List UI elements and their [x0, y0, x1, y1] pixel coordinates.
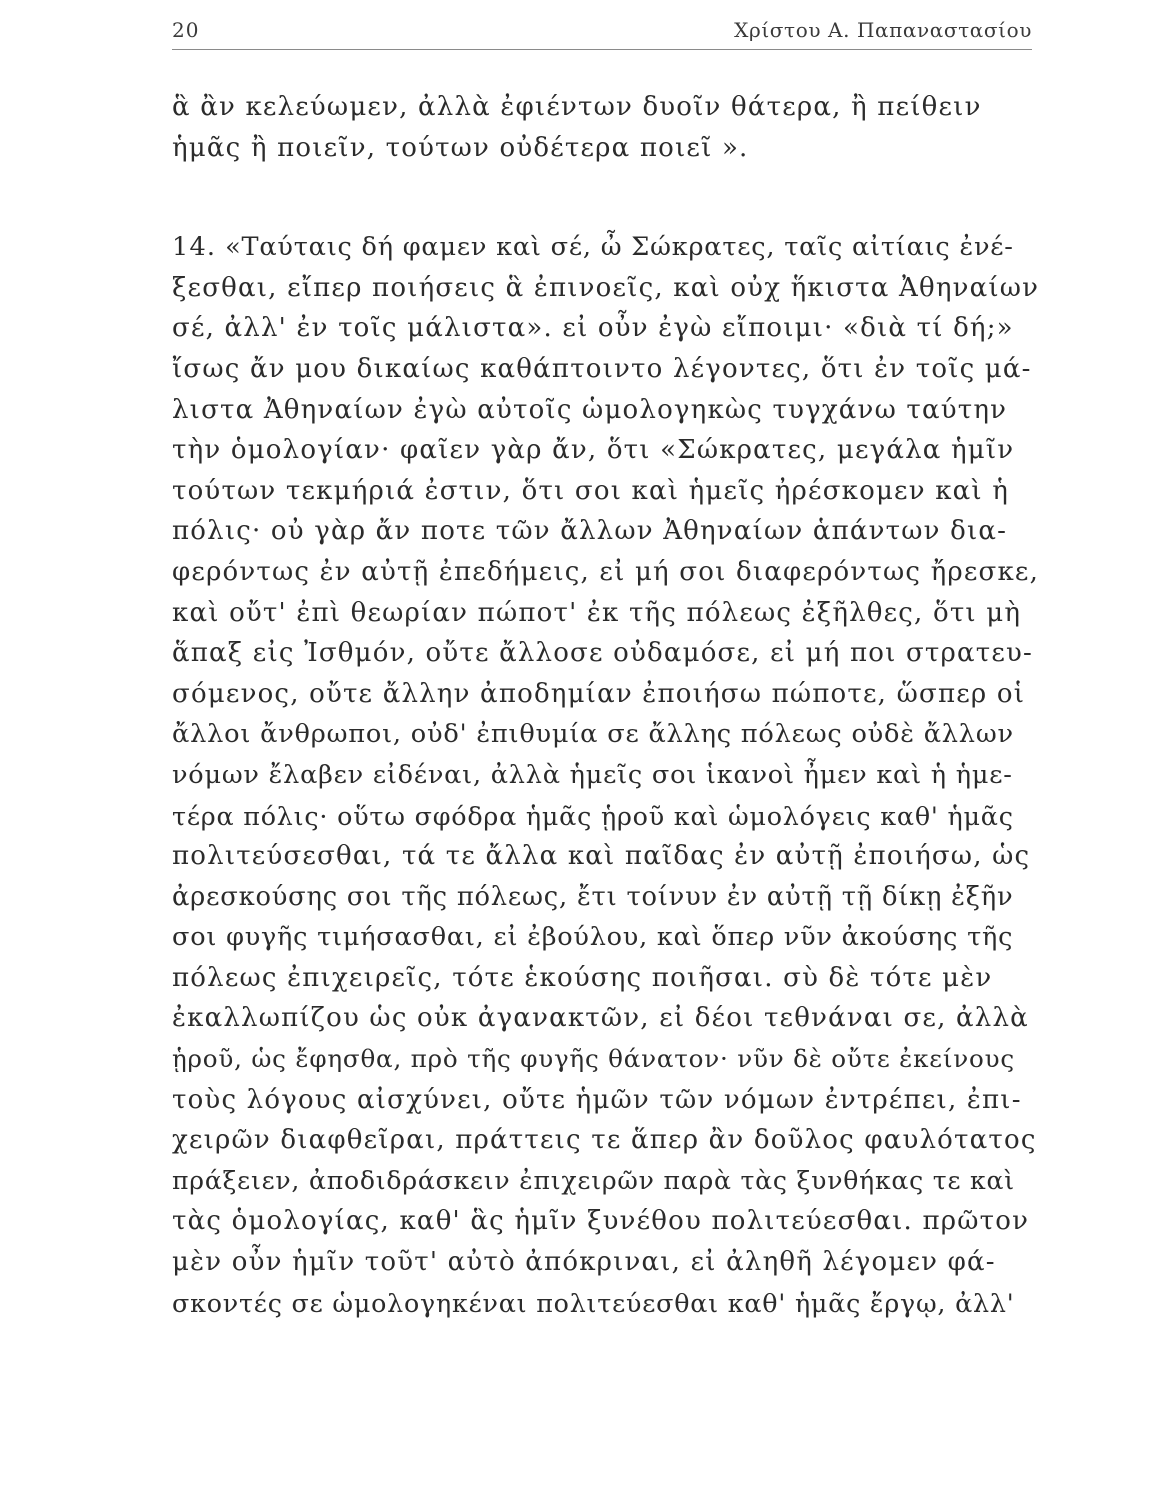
text-line: καὶ οὔτ' ἐπὶ θεωρίαν πώποτ' ἐκ τῆς πόλεως ἐξῆλθες, ὅτι μὴ — [172, 597, 1022, 628]
paragraph-14 — [172, 227, 1040, 1323]
text-line: σέ, ἀλλ' ἐν τοῖς μάλιστα». εἰ οὖν ἐγὼ εἴποιμι· «διὰ τί δή;» — [172, 313, 1014, 344]
section-number: 14. — [172, 232, 217, 263]
first-line-text: «Ταύταις δή φαμεν καὶ σέ, ὦ Σώκρατες, ταῖς αἰτίαις ἐνέ- — [225, 232, 1014, 263]
paragraph-gap — [172, 168, 1040, 227]
header-author: Χρίστου Α. Παπαναστασίου — [734, 18, 1032, 42]
text-line: πόλις· οὐ γὰρ ἄν ποτε τῶν ἄλλων Ἀθηναίων ἁπάντων δια- — [172, 516, 1008, 547]
text-line: τοὺς λόγους αἰσχύνει, οὔτε ἡμῶν τῶν νόμων ἐντρέπει, ἐπι- — [172, 1084, 1022, 1115]
text-line: τέρα πόλις· οὕτω σφόδρα ἡμᾶς ᾑροῦ καὶ ὡμολόγεις καθ' ἡμᾶς — [172, 800, 1014, 831]
text-line: μὲν οὖν ἡμῖν τοῦτ' αὐτὸ ἀπόκριναι, εἰ ἀληθῆ λέγομεν φά- — [172, 1247, 996, 1278]
text-line: χειρῶν διαφθεῖραι, πράττεις τε ἅπερ ἂν δοῦλος φαυλότατος — [172, 1125, 1037, 1156]
body-text — [172, 87, 1040, 1323]
text-line: ξεσθαι, εἴπερ ποιήσεις ἃ ἐπινοεῖς, καὶ οὐχ ἥκιστα Ἀθηναίων — [172, 272, 1040, 303]
text-line: ἄλλοι ἄνθρωποι, οὐδ' ἐπιθυμία σε ἄλλης πόλεως οὐδὲ ἄλλων — [172, 719, 1014, 750]
text-line: τὰς ὁμολογίας, καθ' ἃς ἡμῖν ξυνέθου πολιτεύεσθαι. πρῶτον — [172, 1206, 1030, 1237]
text-line: σκοντές σε ὡμολογηκέναι πολιτεύεσθαι καθ' ἡμᾶς ἔργῳ, ἀλλ' — [172, 1287, 1015, 1318]
text-line-first — [172, 227, 1040, 268]
text-line: πράξειεν, ἀποδιδράσκειν ἐπιχειρῶν παρὰ τὰς ξυνθήκας τε καὶ — [172, 1165, 1015, 1195]
text-line: ἐκαλλωπίζου ὡς οὐκ ἀγανακτῶν, εἰ δέοι τεθνάναι σε, ἀλλὰ — [172, 1003, 1029, 1034]
text-line: τούτων τεκμήριά ἐστιν, ὅτι σοι καὶ ἡμεῖς ἠρέσκομεν καὶ ἡ — [172, 475, 1010, 506]
text-line: τὴν ὁμολογίαν· φαῖεν γὰρ ἄν, ὅτι «Σώκρατες, μεγάλα ἡμῖν — [172, 435, 1015, 466]
page-number: 20 — [172, 18, 200, 42]
text-line: ᾑροῦ, ὡς ἔφησθα, πρὸ τῆς φυγῆς θάνατον· νῦν δὲ οὔτε ἐκείνους — [172, 1044, 1015, 1074]
paragraph-1 — [172, 87, 1040, 168]
text-line: ἀρεσκούσης σοι τῆς πόλεως, ἔτι τοίνυν ἐν αὐτῇ τῇ δίκῃ ἐξῆν — [172, 881, 1014, 912]
text-line: σοι φυγῆς τιμήσασθαι, εἰ ἐβούλου, καὶ ὅπερ νῦν ἀκούσης τῆς — [172, 922, 1014, 953]
text-line: νόμων ἔλαβεν εἰδέναι, ἀλλὰ ἡμεῖς σοι ἱκανοὶ ἦμεν καὶ ἡ ἡμε- — [172, 759, 1013, 790]
text-line: ἡμᾶς ἢ ποιεῖν, τούτων οὐδέτερα ποιεῖ ». — [172, 132, 749, 163]
text-line: ἴσως ἄν μου δικαίως καθάπτοιντο λέγοντες, ὅτι ἐν τοῖς μά- — [172, 353, 1032, 384]
text-line: πολιτεύσεσθαι, τά τε ἄλλα καὶ παῖδας ἐν αὐτῇ ἐποιήσω, ὡς — [172, 841, 1031, 872]
text-line: λιστα Ἀθηναίων ἐγὼ αὐτοῖς ὡμολογηκὼς τυγχάνω ταύτην — [172, 394, 1008, 425]
text-line: σόμενος, οὔτε ἄλλην ἀποδημίαν ἐποιήσω πώποτε, ὥσπερ οἱ — [172, 678, 1026, 709]
running-head — [172, 10, 1032, 44]
text-line: ἃ ἂν κελεύωμεν, ἀλλὰ ἐφιέντων δυοῖν θάτερα, ἢ πείθειν — [172, 92, 982, 122]
text-line: ἅπαξ εἰς Ἰσθμόν, οὔτε ἄλλοσε οὐδαμόσε, εἰ μή ποι στρατευ- — [172, 638, 1033, 669]
text-line: φερόντως ἐν αὐτῇ ἐπεδήμεις, εἰ μή σοι διαφερόντως ἤρεσκε, — [172, 556, 1040, 587]
header-rule — [172, 49, 1032, 50]
text-line: πόλεως ἐπιχειρεῖς, τότε ἑκούσης ποιῆσαι. σὺ δὲ τότε μὲν — [172, 962, 993, 993]
